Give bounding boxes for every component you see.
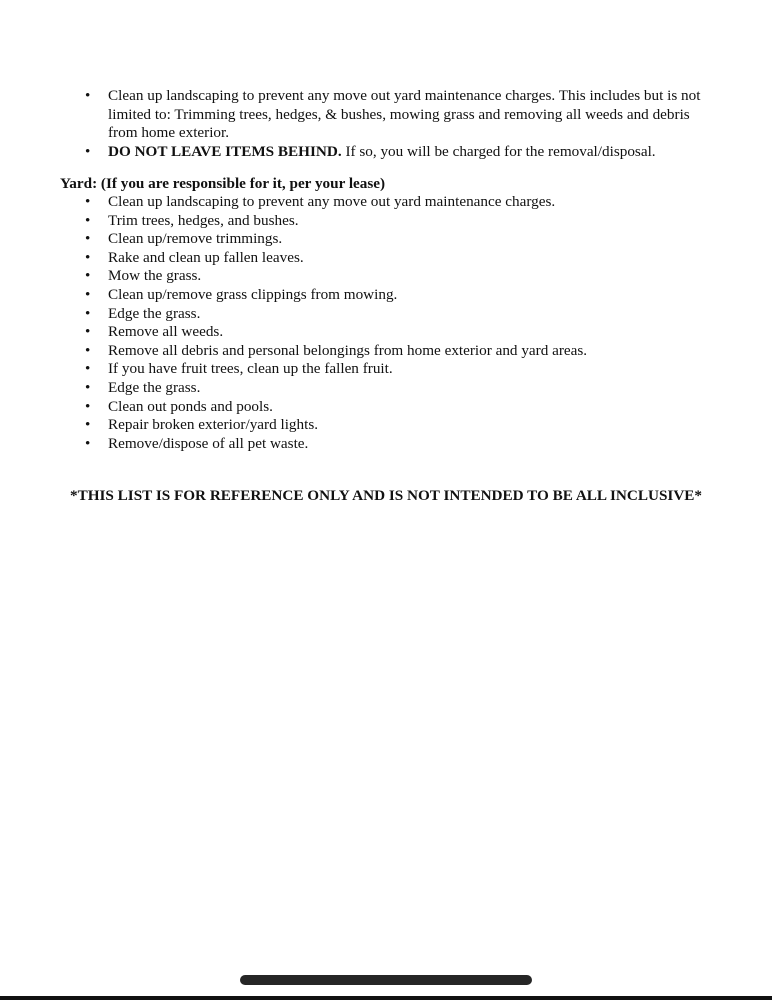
bullet-icon: • bbox=[85, 323, 91, 341]
bullet-icon: • bbox=[85, 267, 91, 285]
item-text: Clean up landscaping to prevent any move out yard maintenance charges. This includes but is not limited to: Trimming trees, hedges, & bushes, mowing grass and removing all weeds and debris from home exterior. bbox=[108, 87, 701, 142]
bullet-icon: • bbox=[85, 304, 91, 322]
list-item bbox=[60, 360, 720, 379]
bullet-icon: • bbox=[85, 211, 91, 229]
bullet-icon: • bbox=[85, 142, 91, 160]
list-item bbox=[60, 143, 720, 162]
list-item bbox=[60, 230, 720, 249]
item-text: If you have fruit trees, clean up the fallen fruit. bbox=[108, 360, 393, 378]
item-text: Clean up landscaping to prevent any move out yard maintenance charges. bbox=[108, 193, 556, 210]
list-item bbox=[60, 286, 720, 305]
bullet-icon: • bbox=[85, 434, 91, 452]
bullet-icon: • bbox=[85, 285, 91, 303]
item-text: Clean up/remove trimmings. bbox=[108, 230, 283, 248]
home-indicator[interactable] bbox=[240, 975, 532, 985]
list-item bbox=[60, 267, 720, 286]
item-text: Clean out ponds and pools. bbox=[108, 397, 273, 415]
bottom-divider bbox=[0, 996, 772, 1000]
item-text: Repair broken exterior/yard lights. bbox=[108, 416, 319, 434]
list-item bbox=[60, 193, 720, 212]
list-item bbox=[60, 398, 720, 417]
item-text: Mow the grass. bbox=[108, 267, 202, 285]
item-text: If so, you will be charged for the removal/disposal. bbox=[341, 142, 656, 160]
item-text: Remove all weeds. bbox=[108, 323, 224, 341]
item-text: Clean up/remove grass clippings from mowing. bbox=[108, 285, 398, 303]
list-item bbox=[60, 323, 720, 342]
item-text: Trim trees, hedges, and bushes. bbox=[108, 211, 299, 229]
item-bold-text: DO NOT LEAVE ITEMS BEHIND. bbox=[108, 142, 342, 160]
list-item bbox=[60, 379, 720, 398]
bullet-icon: • bbox=[85, 416, 91, 434]
bullet-icon: • bbox=[85, 360, 91, 378]
list-item bbox=[60, 212, 720, 231]
bullet-icon: • bbox=[85, 87, 91, 104]
item-text: Remove all debris and personal belongings from home exterior and yard areas. bbox=[108, 341, 588, 359]
item-text: Edge the grass. bbox=[108, 378, 201, 396]
bullet-icon: • bbox=[85, 230, 91, 248]
item-text: Remove/dispose of all pet waste. bbox=[108, 434, 309, 452]
bullet-icon: • bbox=[85, 193, 91, 210]
list-item bbox=[60, 87, 720, 143]
bullet-icon: • bbox=[85, 248, 91, 266]
list-item bbox=[60, 305, 720, 324]
yard-heading: Yard: (If you are responsible for it, per your lease) bbox=[60, 175, 386, 192]
list-item bbox=[60, 416, 720, 435]
list-item bbox=[60, 435, 720, 454]
bullet-icon: • bbox=[85, 397, 91, 415]
list-item bbox=[60, 342, 720, 361]
item-text: Edge the grass. bbox=[108, 304, 201, 322]
move-out-list bbox=[60, 87, 720, 161]
bullet-icon: • bbox=[85, 378, 91, 396]
yard-list bbox=[60, 193, 720, 453]
bullet-icon: • bbox=[85, 341, 91, 359]
list-item bbox=[60, 249, 720, 268]
disclaimer: *THIS LIST IS FOR REFERENCE ONLY AND IS NOT INTENDED TO BE ALL INCLUSIVE* bbox=[69, 487, 703, 504]
item-text: Rake and clean up fallen leaves. bbox=[108, 248, 304, 266]
